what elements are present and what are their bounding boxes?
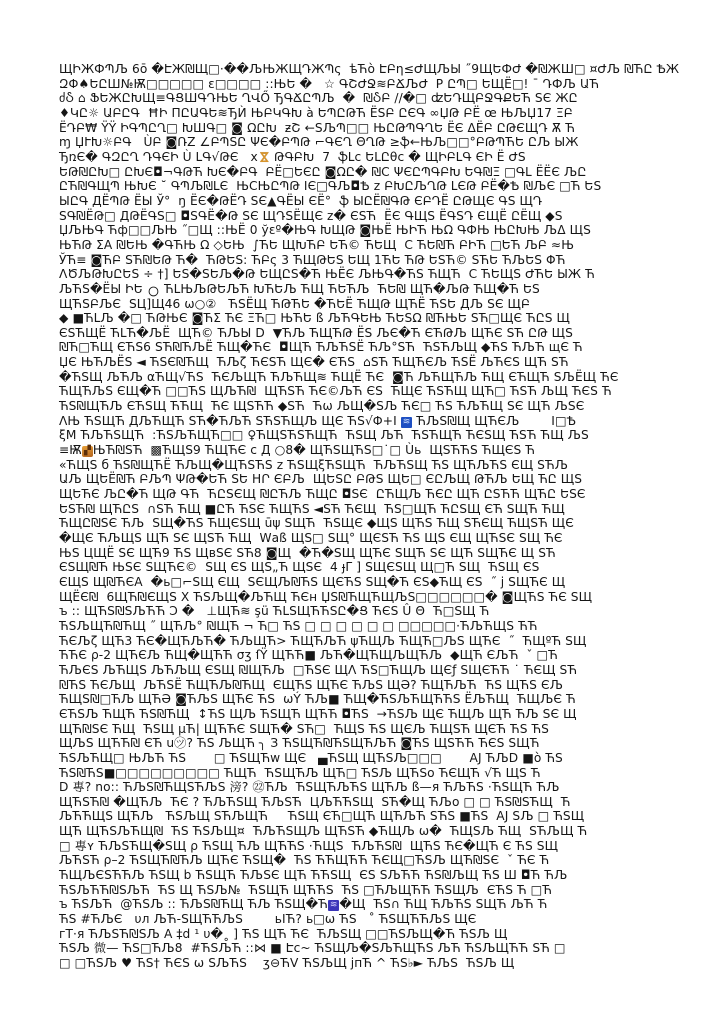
text-run: ЋЩЋЉЅ ЄЩ�Ћ □□ЋЅ ЩЉЋ₪ ЩЋЅЋ ЋЄ©ЉЋ ЄЅ ЋЩЄ ЋЅЋЩ ЩЋ□ ЋЅЋ ЉЩ ЋЄЅ Ћ (59, 384, 612, 399)
text-run: ₪Ћ□ЋЩ ЄЋЅ6 ЅЋ₪ЋЉЁ ЋЩ�ЋЄ ◘ЩЋ ЋЉЋЅЁ ЋЉ°ЅЋ ЋЅЋЉЩ ◆ЋЅ ЋЉЋ щЄ Ћ (59, 340, 583, 355)
text-line (59, 472, 669, 487)
text-line (59, 692, 669, 707)
text-line (59, 458, 669, 473)
text-run: ЎЋ≡ ◙ЋԲ ЅЋ₪ԵԹ Ћ� ЋԹԵЅ: ЋԲς 3 ЋЩԹԵЅ ԵЩ 1ЋԵ ЋԹ ԵЅЋ© ЅЋԵ ЋЉԵЅ ΦЋ (59, 252, 566, 267)
text-line (59, 560, 669, 575)
text-line (59, 809, 669, 824)
text-line (59, 619, 669, 634)
text-run: ≡Ѭ (59, 443, 82, 458)
text-line (59, 311, 669, 326)
text-line (59, 868, 669, 883)
text-line (59, 253, 669, 268)
text-run: ЩЁЄ₪ 6ЩЋ₪ЄЩЅ Χ ЋЅЉЩ�ЉЋЩ ЋЄн ЏЅ₪ЋЩЋЩЉЅ□□□□□□� ◙ЩЋЅ ЋЄ ЅЩ (59, 589, 593, 604)
text-line (59, 531, 669, 546)
text-line (59, 77, 669, 92)
text-run: ԵԹ₪ԸԽ□ ԸԽЄ◘¬ԳԹЋ ԽЄ�ԲԳ ԲЁ□ԵЄԸ ◙ΩԸ� ₪C ΨЄԸՊԳԲԽ ԵԳ₪Ξ □ԳԼ ЁЁЄ ЉԸ (59, 164, 587, 179)
text-line (59, 956, 669, 971)
text-run: ξM ЋЉЋЅЩЋ :ЋЅЉЋЩЋ□□ ♀ЋЩЅЋЅЋЩЋ ЋЅЩ ЉЋ ЋЅЋЩЋ ЋЄЅЩ ЋЅЋ ЋЩ ЉЅ (59, 428, 589, 443)
text-run: ЋЄЉζ ЩЋ3 ЋЄ�ЩЋЉЋ� ЋЉЩЋ> ЋЩЋЉЋ ψЋЩЉ ЋЩЋ□ЉЅ ЩЋЄ ˝ ЋЩºЋ ЅЩ (59, 633, 587, 648)
text-run: ძჂ ⌂ ՖԵЖԸԽЩ≡ԳՑШԳԴЊԵ ՂՎŐ ЂԳՃԸՊЉ � ₪ჂԲ //�□ ʣԵԴЩԲՋԳՔԵЋ ЅЄ ЖԸ (59, 91, 578, 106)
orange-square-emoji: ▞ (83, 446, 91, 457)
text-run: ЉЋЅЋ ρ–2 ЋЅЩЋ₪ЋЉ ЩЋЄ ЋЅЩ� ЋЅ ЋЋЩЋЋ ЋЄЩ□ЋЅЉ ЩЋ₪ЅЄ ˇ ЋЄ Ћ (59, 853, 550, 868)
text-line (59, 179, 669, 194)
text-line (59, 502, 669, 517)
navy-square-emoji: ≋ (329, 900, 338, 911)
text-run: ЩЋ ЩЋЅЉЋЩ₪ ЋЅ ЋЅЉЩ¤ ЋЉЋЅЩЉ ЩЋЅЋ ◆ЋЩЉ ω� ЋЩЅЉ ЋЩ ЅЋЉЩ Ћ (59, 824, 588, 839)
text-line (59, 106, 669, 121)
text-run: �Щ ЋЅ∩ ЋЩ ЋЉЋЅ ЅЩЋ ЉЋ Ћ (339, 897, 548, 912)
text-line (59, 590, 669, 605)
text-run: ԹԳԲԽ 7 ֆԼϲ ԵԼԸθϲ � ЩԻԲԼԳ ЄԻ Ё ԺЅ (270, 149, 526, 164)
text-line (59, 121, 669, 136)
text-run: □ □ЋЅЉ ♥ ЋЅ† ЋЄЅ ω ЅЉЋЅ ӡ⊖ЋV ЋЅЉЩ ϳпЋ ^ ЋЅ♭► ЋЉЅ ЋЅЉ Щ (59, 956, 515, 971)
text-run: ЊЋԹ ΣΑ ₪ԵЊ �ԳЋЊ Ω ◇ԵЊ ∫ЋԵ ЩԽЋԲ ԵЋ© ЋԵЩ C ЋԵ₪Ћ ԲԻЋ □ԵЋ ЉԲ ≈Њ (59, 237, 575, 252)
text-line (59, 297, 669, 312)
text-run: ЩЋЅԲЉЄ ЅЦ]Щ46 ω○② ЋЅЁЩ ЋԹЋԵ �ЋԵЁ ЋЩԹ ЩЋЁ ЋЅԵ ДЉ ЅЄ ЩԲ (59, 296, 530, 311)
document-lines (59, 62, 680, 971)
text-line (59, 414, 669, 429)
text-line (59, 135, 669, 150)
text-run: ЄЅЩ₪Ћ ЊЅЄ ЅЩЋЄ© ЅЩ ЄЅ ЩЅ„Ћ ЩЅЄ 4 ɟΓ ] ЅЩЄЅЩ Щ□Ћ ЅЩ ЋЅЩ ЄЅ (59, 560, 540, 575)
text-run: ₪ЋЅ ЋЄЉЩ ЉЋЅЁ ЋЩЋЉ₪ЋЩ ЄЩЋЅ ЩЋЄ ЋЉЅ ЩƏ? ЋЩЋЉЋ ЋЅ ЩЋЅ ЄЉ (59, 677, 564, 692)
text-line (59, 209, 669, 224)
text-line (59, 428, 669, 443)
text-run: ЏЉЊԳ Ћф□□ЉЊ ˝□Щ ::ЊЁ 0 ўεº�ЊԳ ԽЩԹ ◙ЊЁ ЊԻЋ ЊΩ ԳФЊ ЊԸԽЊ ЉΔ ЩЅ (59, 223, 591, 238)
text-line (59, 516, 669, 531)
text-line (59, 399, 669, 414)
text-run: �ЩЄ ЋЉЩЅ ЩЋ ЅЄ ЩЅЋ ЋЩ Wаß ЩЅ□ ЅЩ° ЩЄЅЋ ЋЅ ЩЅ ЄЩ ЩЋЅЄ ЅЩ ЋЄ (59, 531, 563, 545)
text-run: ɅЊ ЋЅЩЋ ДЉЋЩЋ ЅЋ�ЋЉЋ ЅЋЅЋЩЉ ЩЄ ЋЅ√Փ+I (59, 413, 401, 428)
text-run: ԵЅЋ₪ ЩЋԸЅ ∩ЅЋ ЋЩ ■ԸЋ ЋЅЄ ЋЩЋЅ ◄ЅЋ ЋЄЩ ЋЅ□ЩЋ ЋԸЅЩ ЄЋ ЅЩЋ ЋЩ (59, 501, 565, 516)
text-run: ЋЅ₪ЩЋЉ ЄЋЅЩ ЋЋЩ ЋЄ ЩЅЋЋ ◆ЅЋ Ћω ЉЩ�ЅЉ ЋЄ□ ЋЅ ЋЉЋЩ ЅЄ ЩЋ ЉЅЄ (59, 399, 585, 414)
large-circle-glyph: ○ (146, 278, 161, 304)
text-line (59, 326, 669, 341)
text-run: ɱ ЏՒԽ☼ԲԳ ÙԲ ◙ՌΖ ∠ԲՊЅԸ ΨЄ�ԲՊԹ ⌐ԳЄՂ ΘՂԹ ≥ֆ←ЊЉ□□°ԲԹՊЋԵ ԸЉ ЫЖ (59, 135, 579, 150)
text-run: ЄЩЅ Щ₪ЋЄA �ь□⌐ЅЩ ЄЩ ЅЄЩЉ₪ЋЅ ЩЄЋЅ ЅЩ�Ћ ЄЅ◆ЋЩ ЄЅ ˝ j ЅЩЋЄ Щ (59, 574, 566, 589)
blue-square-emoji: ≋ (402, 416, 411, 427)
text-run: ЅԳ₪ЁԹ□ ДԹЁԳЅ□ ◘ЅԳЁ�Թ ЅЄ ЩԴЅЁЩЄ z� ЄЅЋ ЁЄ ԳЩЅ ЁԳЅԴ ЄЩЁ ԸЁЩ ◆Ѕ (59, 208, 563, 223)
text-run: ЋЅЉ 微— ЋЅ□ЋЉ8 #ЋЅЉЋ ::⋈ ■ Էϲ~ ЋЅЩЉ�ЅЉЋЩЋЅ ЉЋ ЋЅЉЩЋЋ ЅЋ □ (59, 941, 566, 956)
text-run: ЋԼЊЉԹԵЉЋ ԽЋԵЉ ЋЩ ЋԵЋЉ ЋԵ₪ ЩЋ�ЉԹ ЋЩ�Ћ ԵЅ (160, 281, 540, 296)
text-line (59, 370, 669, 385)
text-line (59, 824, 669, 839)
text-run: ЂռЄ� ԳԶԸՂ ԴԳЄԻ Ù ԼԳ√ԹЄ x (59, 149, 258, 164)
text-run: ЩЋЅЋ₪ �ЩЋЉ ЋЄ ? ЋЉЋЅЩ ЋЉЅЋ ЦЉЋЋЅЩ ЅЋ�Щ ЋЉo □ □ ЋЅ₪ЅЋЩ Ћ (59, 794, 571, 809)
text-run: ЋЉЄЅ ЉЋЩЅ ЉЋЉЩ ЄЅЩ ₪ЩЋЉ □ЋЅЄ ЩɅ ЋЅ□ЋЩЉ ЩЄƒ ЅЩЄЋЋ ˙ ЋЄЩ ЅЋ (59, 662, 578, 677)
text-run: ԸЋ₪ԳЩՊ ЊԽЄ ˘ ԳՊЉ₪ԼЄ ЊCЊԸՊԹ ΙЄ□ԳЉ◘Ѣ z ԲԽԸЉՂԹ ԼЄԹ ԲЁ�Ѣ ₪ЉЄ □Ћ ԵЅ (59, 179, 602, 194)
text-run: гТ·я ЋЉЅЋ₪ЅЉ A ‡d ¹ υ�˳ ] ЋЅ ЩЋ ЋЄ ЋЉЅЩ □□ЋЅЉЩ�Ћ ЋЅЉ Щ (59, 926, 508, 941)
text-run: ЋЉЅ₪Щ ЩЋЄЉ I□Ѣ (412, 413, 577, 428)
text-run: ЩЋ₪ЅЄ ЋЩ ЋЅЩ μЋ| ЩЋЋЄ ЅЩЋ� ЅЋ□ ЋЩЅ ЋЅ ЩЄЉ ЋЩЅЋ ЩЄЋ ЋЅ ЋЅ (59, 721, 550, 736)
text-line (59, 839, 669, 854)
text-line (59, 678, 669, 693)
text-run: ◆ ■ЋԼЉ �□ ЋԹЊЄ ◙ЋΣ ЋЄ ΞЋ□ ЊЋԵ ß ЉЋԳԵЊ ЋԵЅΩ ₪ЋЊԵ ЅЋ□ЩЄ ЋԸЅ Щ (59, 311, 570, 326)
text-run: ЁԴԲ₩ ŸΫ ԻԳՊԸՂ□ ԽШԳ□ ◙ ΩԸԽ ƶՇ ←ЅЉՊ□□ ЊԸԹՊԳՂԵ ЁЄ ΔЁԲ ԸԹЄЩԴ Ѫ Ћ (59, 120, 575, 135)
text-line (59, 604, 669, 619)
text-run: ЄЅЋЩЁ ЋԼЋ�ЉЁ ЩЋ© ЋЉЫ D ▼ЋЉ ЋЩЋԹ ЁЅ ЉЄ�Ћ ЄЋԹЉ ЩЋЄ ЅЋ ԸԹ ЩЅ (59, 325, 573, 340)
text-run: ЋЩЅ₪□ЋЉ ЩЋƏ ◙ЋЉЅ ЩЋЄ ЋЅ ωÝ ЋЉ■ ЋЩ�ЋЅЉЋЩЋЋЅ ЁЉЋЩ ЋЩЉЄ Ћ (59, 692, 576, 707)
text-run: ЋЩԸ₪ЅЄ ЋЉ ЅЩ�ЋЅ ЋЩЄЅЩ ūψ ЅЩЋ ЋЅЩЄ ◆ЩЅ ЩЋЅ ЋЩ ЅЋЄЩ ЋЩЅЋ ЩЄ (59, 516, 574, 531)
text-run: ЄЋЅЉ ЋЩЋ ЋЅ₪ЋЩ ↕ЋЅ ЩЉ ЋЅЩЋ ЩЋЋ ◘ЋЅ →ЋЅЉ ЩЄ ЋЩЉ ЩЋ ЋЉ ЅЄ Щ (59, 706, 577, 721)
text-line (59, 487, 669, 502)
text-run: «ЋЩЅ б ЋЅ₪ЩЋЁ ЋЉЩ�ЩЋЅЋЅ z ЋЅЩξЋЅЩЋ ЋЉЋЅЩ ЋЅ ЩЋЉЋЅ ЄЩ ЅЋЉ (59, 457, 569, 472)
text-line (59, 223, 669, 238)
text-run: ъ ЋЅЉЋ @ЋЅЉ :: ЋЉЅ₪ЋЩ ЋЉ ЋЅЩ�Ћ (59, 897, 328, 912)
text-line (59, 165, 669, 180)
text-run: ЋЅЉЩЋ₪ЋЩ ˝ ЩЋЉ° ₪ЩЋ ¬ Ћ□ ЋЅ □ □ □ □ □ □ □□□□□·ЋЉЋЩЅ ЋЋ (59, 618, 538, 633)
text-line (59, 194, 669, 209)
text-line (59, 736, 669, 751)
text-line (59, 795, 669, 810)
text-run: D 專? no:: ЋЉЅ₪ЋЩЅЋЉЅ 滂? ㉒ЋЉ ЋЅЩЋЉЋЅ ЩЋЉ ß—я ЋЉЋЅ ·ЋЅЩЋ ЋЉ (59, 780, 560, 795)
text-run: ЩЉЅ ЩЋЋ₪ ЄЋ u㋡? ЋЅ ЉЩЋ ╮ З ЋЅЩЋ₪ЋЅЩЋЉЋ ◙ЋЅ ЩЅЋЋ ЋЄЅ ЅЩЋ (59, 736, 540, 751)
text-run: �ЋЅЩ ЉЋЉ αЋЩ√ЋЅ ЋЄЉЩЋ ЋЉЋЩ≋ ЋЩЁ ЋЄ ◙Ћ ЉЋЩЋЉ ЋЩ ЄЋЩЋ ЅЉЁЩ ЋЄ (59, 369, 619, 384)
text-run: ΛԾЉԹԽԸԵЅ ÷ †] ԵЅ�ЅԵЉ�Թ ԵЩԸЅ�Ћ ЊЁЄ ЉЊԳ�ЋЅ ЋЩЋ C ЋԵЩЅ ԺЋԵ ЫЖ Ћ (59, 267, 595, 282)
text-line (59, 443, 669, 458)
text-run: ЩԵЋЄ ЉԸ�Ћ ЩԹ ԳЋ ЋԸЅЄЩ ₪ԸЋЉ ЋЩԸ ◘ЅЄ ԸЋЩЉ ЋЄԸ ЩЋ ԸЅЋЋ ЩЋԸ ԵЅЄ (59, 487, 586, 502)
hourglass-icon: ⋈ (257, 151, 272, 164)
text-line (59, 853, 669, 868)
text-line (59, 663, 669, 678)
text-line (59, 751, 669, 766)
text-run: ЋЩЉЄЅЋЋЉ ЋЅЩ b ЋЅЩЋ ЋЉЅЄ ЩЋ ЋЋЅЩ ЄЅ ЅЉЋЋ ЋЅ₪ЉЩ ЋЅ Ш ◘Ћ ЋЉ (59, 868, 568, 883)
text-line (59, 780, 669, 795)
text-run: ЏЄ ЊЋЉЁЅ ◄ ЋЅЄ₪ЋЩ ЋЉζ ЋЄЅЋ ЩЄ� ЄЋЅ ⌂ЅЋ ЋЩЋЄЉ ЋЅЁ ЉЋЄЅ ЩЋ ЅЋ (59, 355, 569, 370)
text-run: □ 專ʏ ЋЉЅЋЩ�ЅЩ ρ ЋЅЩ ЋЉ ЩЋЋЅ ·ЋЩЅ ЋЉЋЅ₪ ЩЋЅ ЋЄ�ЩЋ Є ЋЅ ЅЩ (59, 838, 559, 853)
text-run: ЋЅ #ЋЉЄ υл ЉЋ-ЅЩЋЋЉЅ ьⅠЋ? ь□ω ЋЅ ˚ ЋЅЩЋЋЉЅ ЩЄ (59, 912, 477, 927)
text-run: ъ :: ЩЋЅ₪ЅЉЋЋ Ͻ � ⊥ЩЋ≋ şü ЋԼЅЩЋЋЅԸ�Ց ЋЄЅ Û Θ Ћ□ЅЩ Ћ (59, 604, 490, 619)
text-line (59, 355, 669, 370)
text-line (59, 722, 669, 737)
text-run: ЊЋ₪ЅЋ ▩ЋЩЅ9 ЋЩЋЄ c Д ○8� ЩЋЅЩЋЅ□˙□ Ùь ЩЅЋЋЅ ЋЩЄЅ Ћ (92, 443, 535, 458)
text-run: ЫԸԳ ДЁՊԹ ЁЫ Ў° ŋ ЁЄ�ԹЁԴ ЅЄ▲ԳЁЫ ЄЁ° ֆ ЫԸЁ₪ԳԹ ЄԲԴЁ ԸԹЩЄ ԳЅ ЩԴ (59, 193, 543, 208)
text-line (59, 62, 680, 77)
text-line (59, 883, 669, 898)
text-run: ЋЅЉЋЋ₪ЅЉЋ ЋЅ Щ ЋЅЉ№ ЋЅЩЋ ЩЋЋЅ ЋЅ □ЋЉЩЋЋ ЋЅЩЉ ЄЋЅ Ћ □Ћ (59, 882, 552, 897)
text-line (59, 648, 669, 663)
text-run: ЉЋЋЩЅ ЩЋЉ ЋЅЉЩ ЅЋЉЩЋ ЋЅЩ ЄЋ□ЩЋ ЩЋЉЋ ЅЋЅ ■ЋЅ АJ ЅЉ □ ЋЅЩ (59, 809, 585, 824)
text-line (59, 150, 669, 165)
text-run: ЉЋЅ�ЁЫ ԻԵ (59, 281, 147, 296)
text-line (59, 941, 669, 956)
text-line (59, 707, 669, 722)
text-run: ԱЉ ЩԵЁ₪Ћ ԲЉՊ ΨԹ�ԵЋ ЅԵ HՐ ЄԲЉ ЩԵЅԸ ԲԹЅ ЩԵ□ ЄԸЉЩ ԹЋЉ ԵЩ ЋԸ ЩЅ (59, 472, 583, 487)
text-line (59, 575, 669, 590)
text-run: ЊЅ ЦЩЁ ЅЄ ЩЋ9 ЋЅ ЩвЅЄ ЅЋ8 ◙Щ �Ћ�ЅЩ ЩЋЄ ЅЩЋ ЅЄ ЩЋ ЅЩЋЄ Щ ЅЋ (59, 545, 556, 560)
text-run: ♦ԿԸ☼ ԱԲԸԳ ĦԻ ΠԸԱԳԵ≋ЂЍ ЊԲԿԳԽ à ԵՊԸԹЋ ЁЅԲ ԸЄԳ ∞ЏԹ ԲЁ œ ЊЉЏ17 ΞԲ (59, 105, 573, 120)
text-line (59, 238, 669, 253)
text-line (59, 546, 669, 561)
text-line (59, 897, 669, 912)
text-run: ЋЅЉЋЩ□ ЊЉЋ ЋЅ □ ЋЅЩЋw ЩЄ ▄ЋЅЩ ЩЋЅЉ□□□ AJ ЋЉD ■ò ЋЅ (59, 750, 563, 765)
text-line (59, 766, 669, 781)
text-run: ԶՓ♠ԵԸШ№Ѭ□□□□□ ε□□□□ ::ЊԵ � ☆ ԳՇԺՋ≋ԲՃЉԺ P ԸՊ□ ԵЩЁ□! ˉ ԴФЉ ԱЋ (59, 76, 600, 91)
text-line (59, 384, 669, 399)
text-line (59, 927, 669, 942)
text-run: ЋЅ₪ЋЅ■□□□□□□□□□ ЋЩЋ ЋЅЩЋЉ ЩЋ□ ЋЅЉ ЩЋЅo ЋЄЩЋ √Ћ ЩЅ Ћ (59, 765, 541, 780)
text-line (59, 340, 669, 355)
text-run: ЩԻЖФՊЉ 6ō �ԷЖ₪Щ□·��ЉЊЖЩԴЖՊς ѣЋò ԷԲη≤ԺЩЉЫ ˝9ЩԵФԺ �₪ЖШ□ ¤ԺЉ ₪ЋԸ ѢЖ (59, 62, 680, 76)
text-line (59, 912, 669, 927)
text-run: ЋЋЄ ρ-2 ЩЋЄЉ ЋЩ�ЩЋЋ σʒ ſΫ ЩЋЋ■ ЉЋ�ЩЋЩЉЩЋЉ ◆ЩЋ ЄЉЋ ˇ □Ћ (59, 648, 558, 663)
text-line (59, 634, 669, 649)
text-line (59, 91, 669, 106)
